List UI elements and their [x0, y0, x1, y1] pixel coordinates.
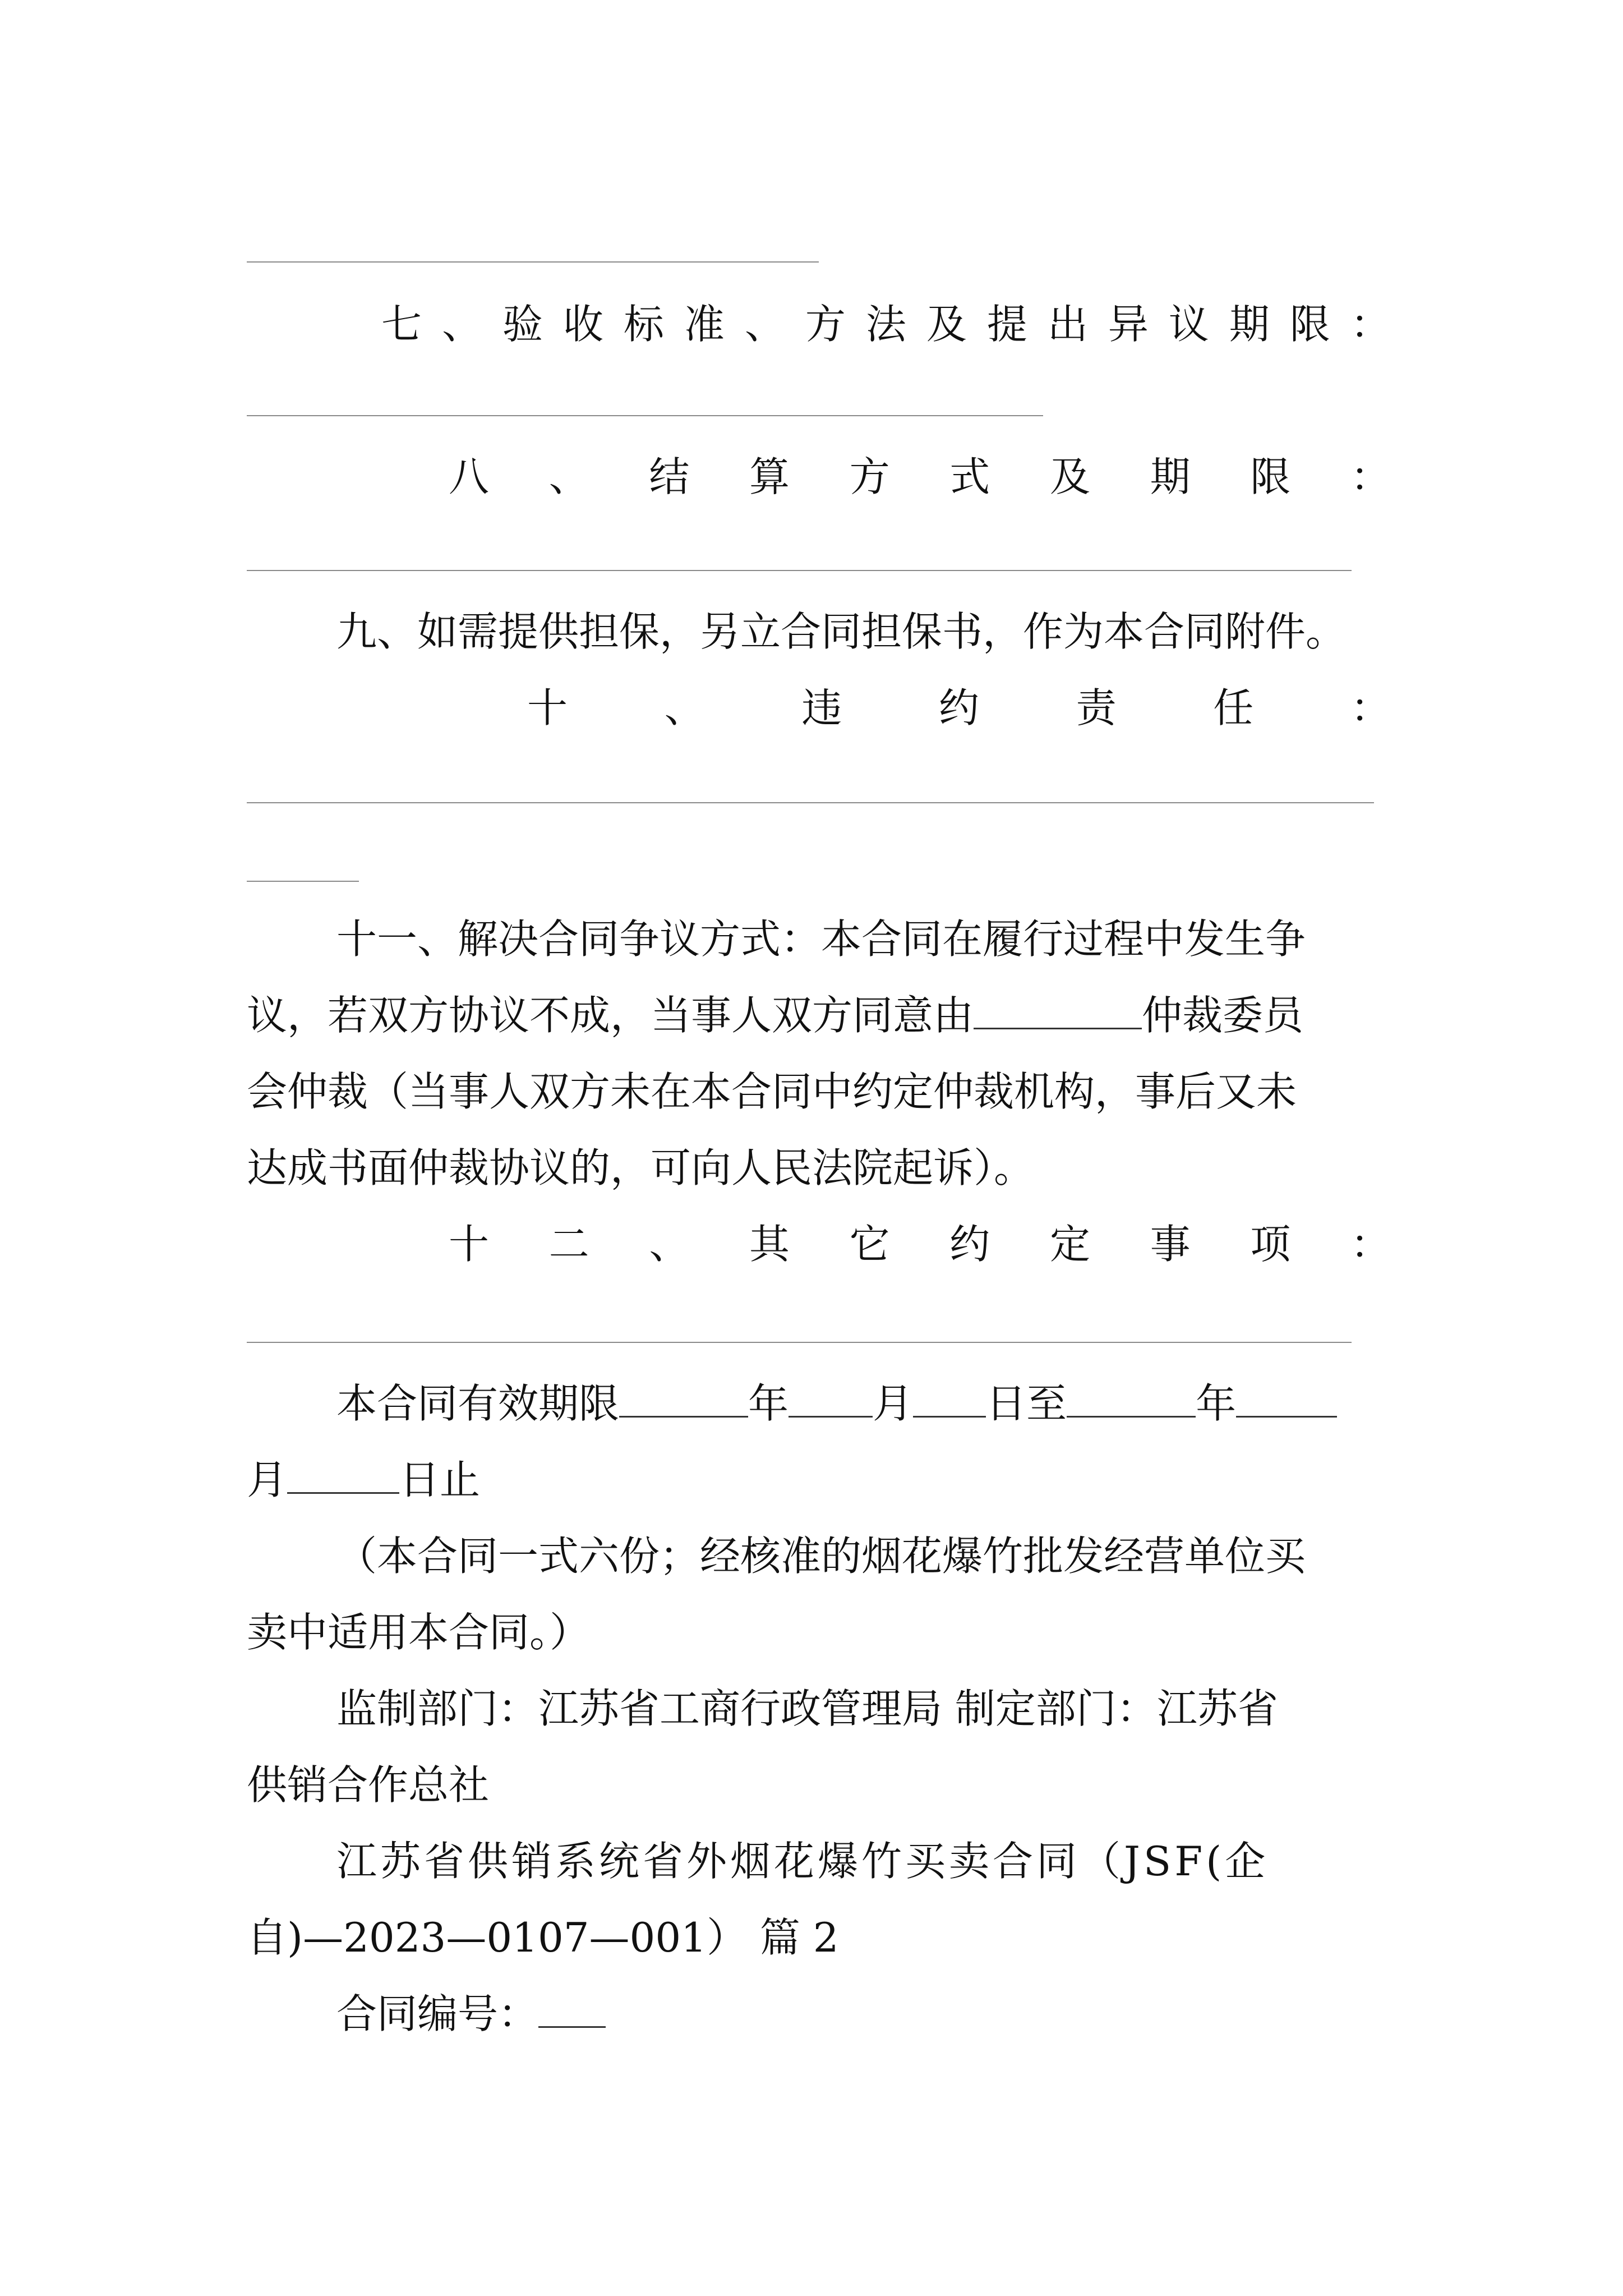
contract-title-line-1: 江苏省供销系统省外烟花爆竹买卖合同（JSF(企 — [336, 1838, 1269, 1885]
start-month-blank — [789, 1378, 873, 1418]
end-day-blank — [287, 1454, 399, 1494]
validity-period-line-2: 月 日止 — [247, 1442, 1391, 1518]
clause-7-heading: 七 、 验 收 标 准 、 方 法 及 提 出 异 议 期 限 ： — [381, 301, 1391, 348]
clause-11-line-4: 达成书面仲裁协议的，可向人民法院起诉）。 — [247, 1144, 1035, 1191]
clause-10-blank-line-1 — [247, 802, 1374, 803]
clause-9-text: 九、如需提供担保，另立合同担保书，作为本合同附件。 — [336, 608, 1347, 655]
clause-8-heading: 八 、 结 算 方 式 及 期 限 ： — [449, 453, 1391, 500]
clause-10-blank-line-2 — [247, 881, 359, 882]
clause-12-heading: 十 二 、 其 它 约 定 事 项 ： — [449, 1221, 1391, 1268]
validity-period-line-1: 本合同有效期限 年 月 日至 年 — [336, 1365, 1391, 1442]
contract-number-blank — [538, 1988, 606, 2028]
clause-11-line-3: 会仲裁（当事人双方未在本合同中约定仲裁机构，事后又未 — [247, 1068, 1297, 1115]
departments-line-1: 监制部门：江苏省工商行政管理局 制定部门：江苏省 — [336, 1685, 1278, 1732]
departments-line-2: 供销合作总社 — [247, 1761, 490, 1809]
end-month-blank — [1236, 1378, 1337, 1418]
end-year-blank — [1067, 1378, 1196, 1418]
arbitration-blank — [974, 990, 1142, 1029]
blank-line-top — [247, 261, 819, 263]
copies-note-line-2: 卖中适用本合同。） — [247, 1609, 591, 1656]
clause-10-heading: 十 、 违 约 责 任 ： — [527, 684, 1391, 731]
contract-number-label: 合同编号： — [336, 1990, 539, 2037]
contract-number-line — [336, 1976, 1391, 2052]
contract-title-line-2: 自)—2023—0107—001） 篇 2 — [247, 1914, 839, 1961]
copies-note-line-1: （本合同一式六份；经核准的烟花爆竹批发经营单位买 — [336, 1533, 1306, 1580]
start-year-blank — [619, 1378, 748, 1418]
clause-7-blank-line — [247, 415, 1043, 416]
clause-8-blank-line — [247, 570, 1352, 571]
start-day-blank — [913, 1378, 986, 1418]
clause-11-line-2: 议，若双方协议不成，当事人双方同意由 仲裁委员 — [247, 977, 1391, 1053]
clause-11-line-1: 十一、解决合同争议方式：本合同在履行过程中发生争 — [336, 915, 1306, 963]
clause-12-blank-line — [247, 1342, 1352, 1343]
